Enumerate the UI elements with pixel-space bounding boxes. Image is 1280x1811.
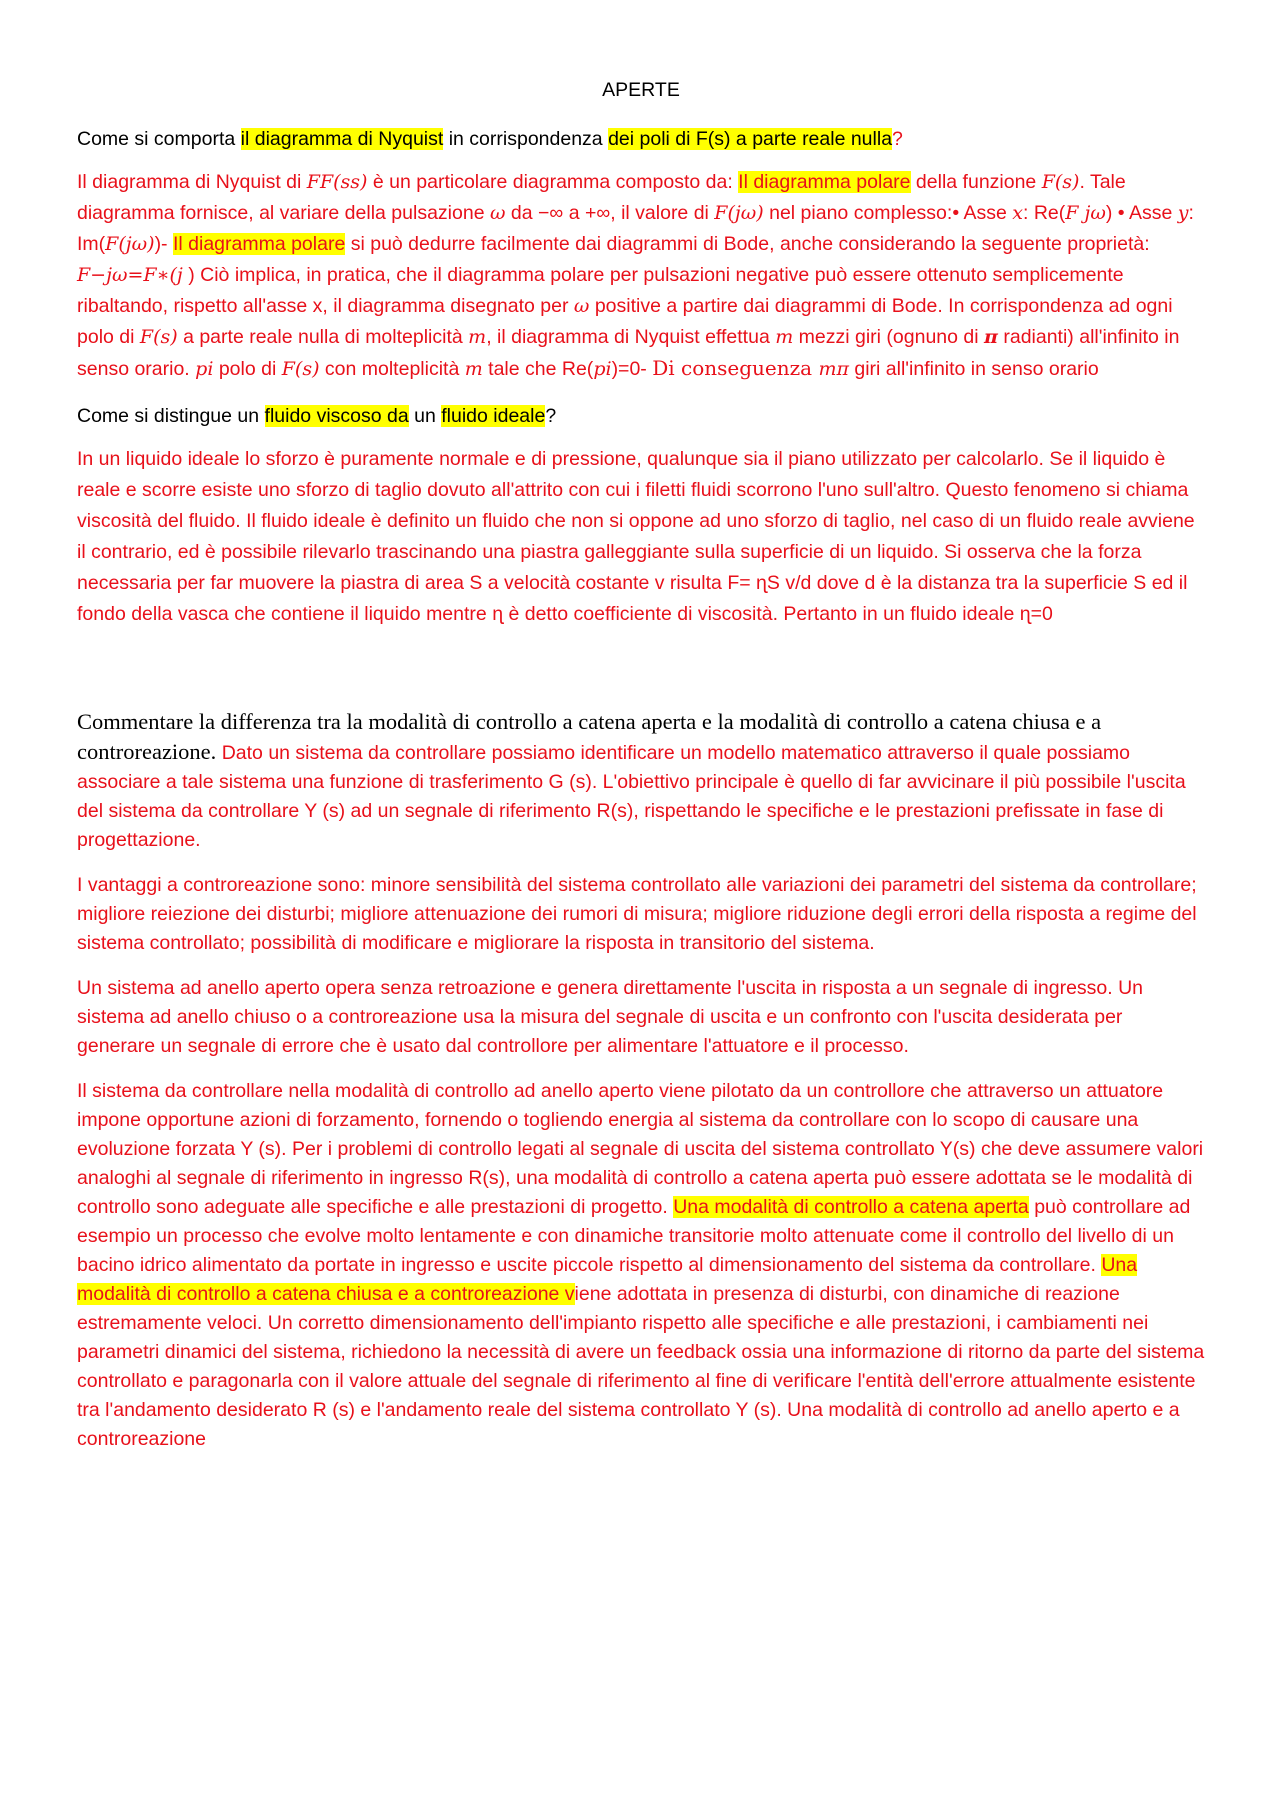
a1-text: : Re( [1022,202,1066,224]
a1-math: pi [593,358,612,380]
a2-text: In un liquido ideale lo sforzo è puramente normale e di pressione, qualunque sia il piano utilizzato per calcolarlo. Se il liquido è reale e scorre esiste uno sforzo di taglio dovuto all'attrito con cui i filetti fluidi scorrono l'uno sull'altro. Questo fenomeno si chiama viscosità del fluido. Il fluido ideale è definito un fluido che non si oppone ad uno sforzo di taglio, nel caso di un fluido reale avviene il contrario, ed è possibile rilevarlo trascinando una piastra galleggiante sulla superficie di un liquido. Si osserva che la forza necessaria per far muovere la piastra di area S a velocità costante v risulta F= [77,448,1195,594]
a1-highlight-2: Il diagramma polare [172,233,346,255]
a1-math: F(s) [139,326,178,348]
answer-3-paragraph-2: I vantaggi a controreazione sono: minore sensibilità del sistema controllato alle variazioni dei parametri del sistema da controllare; migliore reiezione dei disturbi; migliore attenuazione dei rumori di misura; migliore riduzione degli errori della risposta a regime del sistema controllato; possibilità di modificare e migliorare la risposta in transitorio del sistema. [77,874,1197,954]
a1-text: ) • Asse [1105,202,1178,224]
a1-math: F−jω=F∗(j [77,264,183,286]
a1-text: ) Ciò implica, in pratica, che il diagramma polare per pulsazioni negative può essere ottenuto semplicemente ribaltando, rispetto all'asse x, il diagramma disegnato per [77,264,1124,317]
q2-highlight-2: fluido ideale [441,405,546,427]
a3p4-highlight-1: Una modalità di controllo a catena aperta [673,1196,1029,1218]
question-1 [77,124,1205,155]
eta-symbol: ɳ [492,603,504,625]
q1-mid: in corrispondenza [443,128,609,150]
a2-text: è detto coefficiente di viscosità. Pertanto in un fluido ideale [503,603,1020,625]
a1-math: m [775,326,794,348]
q1-highlight-1: il diagramma di Nyquist [240,128,444,150]
a1-text: a parte reale nulla di molteplicità [177,326,469,348]
a3p4-text: iene adottata in presenza di disturbi, con dinamiche di reazione estremamente veloci. Un corretto dimensionamento dell'impianto rispetto alle specifiche e alle prestazioni, i cambiamenti nei parametri dinamici del sistema, richiedono la necessità di avere un feedback ossia una informazione di ritorno da parte del sistema controllato e paragonarla con il valore attuale del segnale di riferimento al fine di verificare l'entità dell'errore attualmente esistente tra l'andamento desiderato R (s) e l'andamento reale del sistema controllato Y (s). Una modalità di controllo ad anello aperto e a controreazione [77,1283,1205,1450]
a1-math: m [464,358,483,380]
a1-text: mezzi giri (ognuno di [793,326,985,348]
a3p4-highlight-2: Una modalità di controllo a catena chiusa e a controreazione v [77,1254,1138,1305]
q2-mid: un [408,405,442,427]
a1-math: x [1012,202,1023,224]
a2-text: S v/d dove d è la distanza tra la superficie S ed il fondo della vasca che contiene il liquido mentre [77,572,1188,625]
question-3 [77,708,1205,855]
answer-1 [77,167,1205,385]
a1-highlight-1: Il diagramma polare [738,171,911,193]
a1-math: F(s) [281,358,320,380]
a1-math: F(jω) [105,233,155,255]
a1-text: nel piano complesso:• Asse [763,202,1013,224]
a1-text: : Im( [77,202,1194,255]
q1-highlight-2: dei poli di F(s) a parte reale nulla [608,128,893,150]
answer-2 [77,444,1205,630]
a1-text: )- [154,233,173,255]
a1-text: è un particolare diagramma composto da: [367,171,739,193]
eta-symbol: ɳ [756,572,767,594]
a1-math: y [1177,202,1189,224]
a1-text: , il diagramma di Nyquist effettua [486,326,776,348]
a1-math: mπ [818,358,849,380]
a3p4-text: può controllare ad esempio un processo che evolve molto lentamente e con dinamiche transitorie molto attenuate come il controllo del livello di un bacino idrico alimentato da portate in ingresso e uscite piccole rispetto al dimensionamento del sistema da controllare. [77,1196,1191,1276]
question-2 [77,401,1205,432]
eta-symbol: ɳ [1019,603,1031,625]
a1-text: giri all'infinito in senso orario [848,358,1099,380]
a1-text: si può dedurre facilmente dai diagrammi di Bode, anche considerando la seguente proprietà: [345,233,1150,255]
q1-suffix: ? [892,128,903,150]
a1-math: FF(ss) [306,171,368,193]
a1-math: m [468,326,487,348]
q2-highlight-1: fluido viscoso da [264,405,409,427]
a1-math: F(jω) [714,202,764,224]
q3-answer-start: Dato un sistema da controllare possiamo identificare un modello matematico attraverso il quale possiamo associare a tale sistema una funzione di trasferimento G (s). L'obiettivo principale è quello di far avvicinare il più possibile l'uscita del sistema da controllare Y (s) ad un segnale di riferimento R(s), rispettando le specifiche e le prestazioni prefissate in fase di progettazione. [77,742,1186,851]
answer-3-paragraph-4 [77,1077,1205,1454]
a1-math: π [984,326,998,348]
section-spacer [77,646,1205,708]
a1-text: polo di [213,358,282,380]
a1-text: tale che Re( [482,358,594,380]
a1-math: ω [489,202,506,224]
a2-text: =0 [1030,603,1053,625]
q2-prefix: Come si distingue un [77,405,265,427]
a1-text: radianti) all'infinito in senso orario. [77,326,1180,380]
q3-text: Commentare la differenza tra la modalità di controllo a catena aperta e la modalità di controllo a catena chiusa e a controreazione. [77,709,1102,764]
page-title: APERTE [602,79,680,101]
a1-math: F jω [1065,202,1106,224]
a1-math: ω [573,295,590,317]
a1-text: . Tale diagramma fornisce, al variare della pulsazione [77,171,1126,224]
a1-text: positive a partire dai diagrammi di Bode. In corrispondenza ad ogni polo di [77,295,1173,348]
a1-math: F(s) [1041,171,1080,193]
a1-math: pi [195,358,214,380]
a3p4-text: Il sistema da controllare nella modalità di controllo ad anello aperto viene pilotato da un controllore che attraverso un attuatore impone opportune azioni di forzamento, fornendo o togliendo energia al sistema da controllare con lo scopo di causare una evoluzione forzata Y (s). Per i problemi di controllo legati al segnale di uscita del sistema controllato Y(s) che deve assumere valori analoghi al segnale di riferimento in ingresso R(s), una modalità di controllo a catena aperta può essere adottata se le modalità di controllo sono adeguate alle specifiche e alle prestazioni di progetto. [77,1080,1204,1218]
a1-text: )=0- [611,358,653,380]
answer-3-paragraph-3: Un sistema ad anello aperto opera senza retroazione e genera direttamente l'uscita in risposta a un segnale di ingresso. Un sistema ad anello chiuso o a controreazione usa la misura del segnale di uscita e un confronto con l'uscita desiderata per generare un segnale di errore che è usato dal controllore per alimentare l'attuatore e il processo. [77,977,1144,1057]
a1-text: Il diagramma di Nyquist di [77,171,307,193]
q2-suffix: ? [545,405,557,427]
a1-text: con molteplicità [319,358,465,380]
a1-text: della funzione [910,171,1042,193]
q1-prefix: Come si comporta [77,128,241,150]
a1-serif-text: Di conseguenza [652,356,819,380]
section-3 [77,708,1205,1454]
a1-text: da −∞ a +∞, il valore di [505,202,715,224]
